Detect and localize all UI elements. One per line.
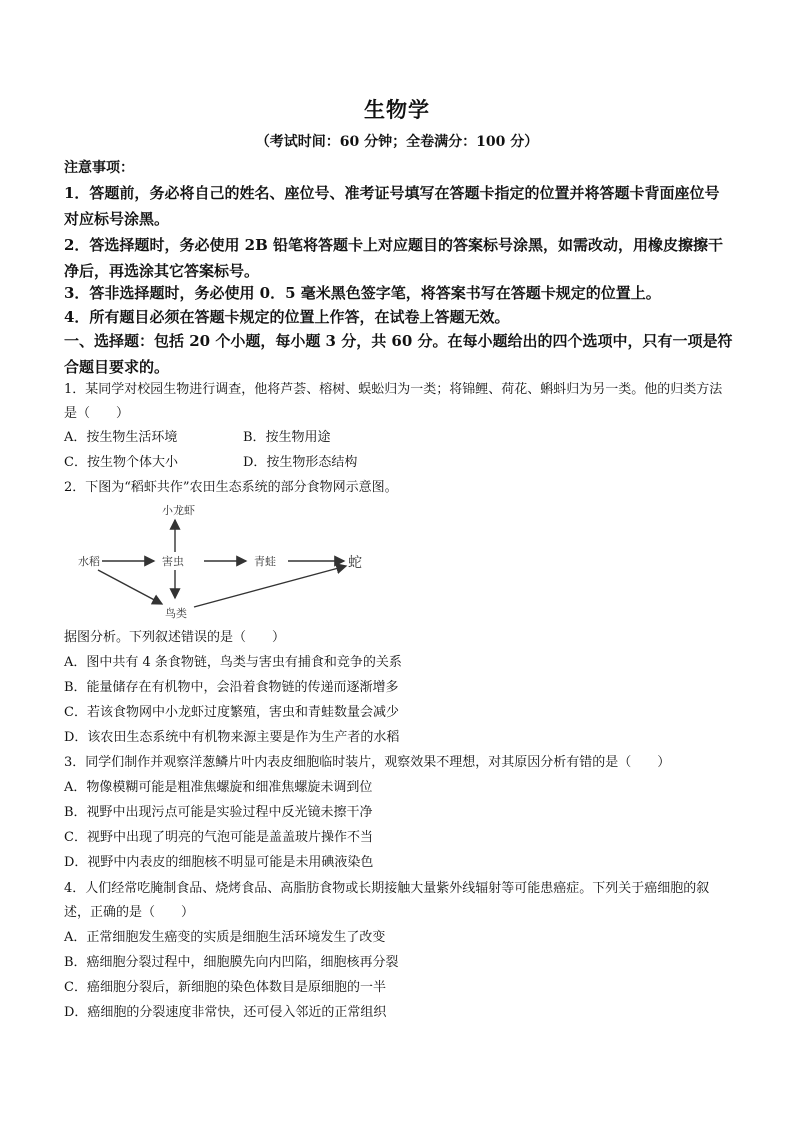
note-item: 1．答题前，务必将自己的姓名、座位号、准考证号填写在答题卡指定的位置并将答题卡背面座位号对应标号涂黑。 [64,184,720,228]
node-snake: 蛇 [348,555,362,571]
question-3-stem: 3．同学们制作并观察洋葱鳞片叶内表皮细胞临时装片，观察效果不理想，对其原因分析有错的是（ ） [64,755,671,770]
q1-option-a: A．按生物生活环境 [64,430,178,445]
q1-option-b: B．按生物用途 [243,430,331,445]
food-web-diagram [64,500,374,625]
notes-heading: 注意事项： [64,160,134,176]
q2-option-c: C．若该食物网中小龙虾过度繁殖，害虫和青蛙数量会减少 [64,705,399,720]
q3-option-c: C．视野中出现了明亮的气泡可能是盖盖玻片操作不当 [64,830,373,845]
q1-option-c: C．按生物个体大小 [64,455,178,470]
q4-option-c: C．癌细胞分裂后，新细胞的染色体数目是原细胞的一半 [64,980,386,995]
q2-option-b: B．能量储存在有机物中，会沿着食物链的传递而逐渐增多 [64,680,399,695]
q4-option-d: D．癌细胞的分裂速度非常快，还可侵入邻近的正常组织 [64,1005,387,1020]
q4-option-a: A．正常细胞发生癌变的实质是细胞生活环境发生了改变 [64,930,386,945]
question-1-stem: 1．某同学对校园生物进行调查，他将芦荟、榕树、蜈蚣归为一类；将锦鲤、荷花、蝌蚪归为另一类。他的归类方法是（ ） [64,382,723,421]
note-item: 2．答选择题时，务必使用 2B 铅笔将答题卡上对应题目的答案标号涂黑，如需改动，用橡皮擦擦干净后，再选涂其它答案标号。 [64,236,724,280]
q1-option-d: D．按生物形态结构 [243,455,358,470]
node-frog: 青蛙 [254,555,276,568]
q3-option-d: D．视野中内表皮的细胞核不明显可能是未用碘液染色 [64,855,374,870]
q3-option-a: A．物像模糊可能是粗准焦螺旋和细准焦螺旋未调到位 [64,780,373,795]
q2-option-d: D．该农田生态系统中有机物来源主要是作为生产者的水稻 [64,730,400,745]
node-rice: 水稻 [78,555,100,568]
page-title: 生物学 [364,97,430,122]
note-item: 4．所有题目必须在答题卡规定的位置上作答，在试卷上答题无效。 [64,308,510,326]
node-bird: 鸟类 [165,607,187,620]
node-crayfish: 小龙虾 [162,504,195,517]
exam-info: （考试时间：60 分钟；全卷满分：100 分） [255,134,539,150]
q2-option-a: A．图中共有 4 条食物链，鸟类与害虫有捕食和竞争的关系 [64,655,402,670]
note-item: 3．答非选择题时，务必使用 0．5 毫米黑色签字笔，将答案书写在答题卡规定的位置上。 [64,284,661,302]
question-2-stem: 2．下图为“稻虾共作”农田生态系统的部分食物网示意图。 [64,480,398,495]
arrow-bird-to-snake [194,566,346,607]
question-2-prompt: 据图分析。下列叙述错误的是（ ） [64,630,286,645]
q3-option-b: B．视野中出现污点可能是实验过程中反光镜未擦干净 [64,805,373,820]
section-heading: 一、选择题：包括 20 个小题，每小题 3 分，共 60 分。在每小题给出的四个选项中，只有一项是符合题目要求的。 [64,332,733,376]
question-4-stem: 4．人们经常吃腌制食品、烧烤食品、高脂肪食物或长期接触大量紫外线辐射等可能患癌症。下列关于癌细胞的叙述，正确的是（ ） [64,881,710,920]
arrow-rice-to-bird [98,570,162,604]
q4-option-b: B．癌细胞分裂过程中，细胞膜先向内凹陷，细胞核再分裂 [64,955,399,970]
node-pest: 害虫 [162,555,184,568]
